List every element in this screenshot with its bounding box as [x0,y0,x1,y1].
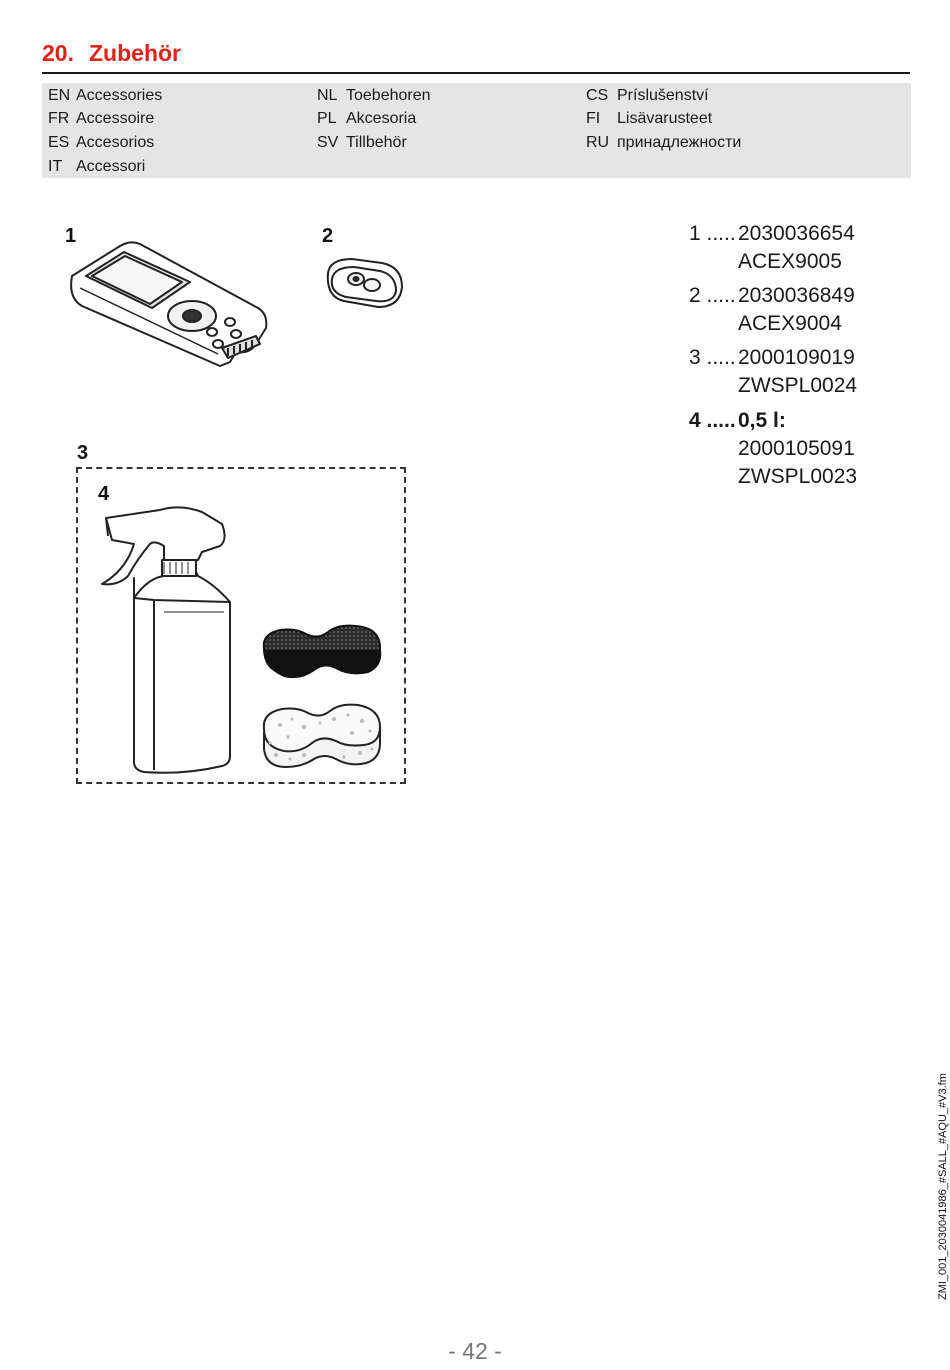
lang-name: Akcesoria [346,110,417,127]
key-fob-illustration [322,253,406,313]
lang-code: RU [586,134,610,151]
lang-name: Accessori [76,158,146,175]
lang-name: Accesorios [76,134,155,151]
lang-name: Tillbehör [346,134,407,151]
part-line: 2000105091 [738,437,855,460]
figure-label-1: 1 [65,225,77,247]
lang-code: SV [317,134,339,151]
part-line: 2030036849 [738,284,855,307]
lang-code: IT [48,158,63,175]
section-number: 20. [42,40,74,66]
part-line: 2000109019 [738,346,855,369]
section-title: Zubehör [89,40,181,66]
spray-bottle-illustration [98,500,238,775]
lang-code: EN [48,87,71,104]
part-line: ZWSPL0023 [738,465,858,488]
lang-code: NL [317,87,338,104]
file-reference: ZMI_001_2030041986_#SALL_#AQU_#V3.fm [937,1073,949,1300]
lang-name: Toebehoren [346,87,431,104]
part-line: ZWSPL0024 [738,374,858,397]
part-index: 1 ..... [689,222,736,245]
figure-label-4: 4 [98,483,110,505]
lang-name: Príslušenství [617,87,709,104]
lang-name: Accessories [76,87,163,104]
dark-sponge-illustration [260,618,384,682]
lang-name: Lisävarusteet [617,110,713,127]
language-table [42,83,911,178]
part-line: ACEX9004 [738,312,842,335]
part-line: 0,5 l: [738,409,786,432]
section-header [42,38,910,74]
lang-code: ES [48,134,70,151]
figure-label-3: 3 [77,442,89,464]
part-line: ACEX9005 [738,250,842,273]
lang-name: Accessoire [76,110,155,127]
remote-control-illustration [60,236,275,376]
lang-code: PL [317,110,337,127]
lang-code: CS [586,87,609,104]
part-index: 4 ..... [689,409,736,432]
part-index: 3 ..... [689,346,736,369]
lang-code: FI [586,110,601,127]
figure-label-2: 2 [322,225,334,247]
lang-name: принадлежности [617,134,742,151]
part-index: 2 ..... [689,284,736,307]
light-sponge-illustration [260,697,384,773]
lang-code: FR [48,110,70,127]
page-number: - 42 - [448,1338,502,1364]
part-line: 2030036654 [738,222,855,245]
